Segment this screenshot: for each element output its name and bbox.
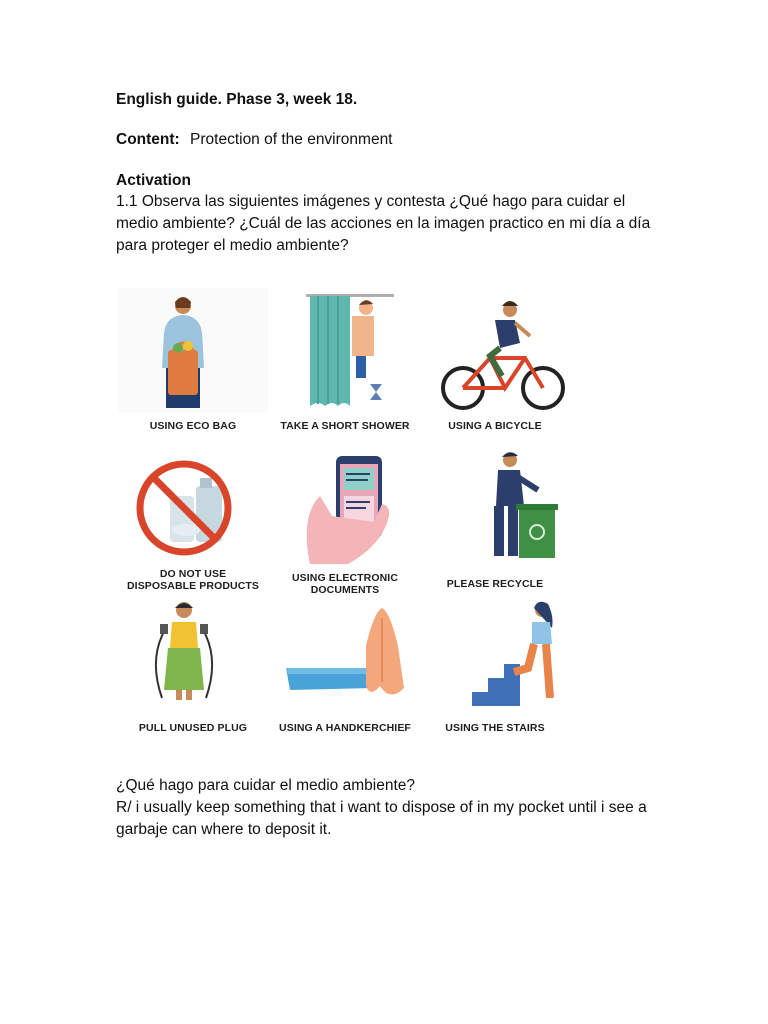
caption-line-1: USING ELECTRONIC xyxy=(291,572,399,584)
caption: PULL UNUSED PLUG xyxy=(138,722,248,734)
doc-title: English guide. Phase 3, week 18. xyxy=(116,91,358,108)
caption-line-2: DOCUMENTS xyxy=(310,584,380,596)
caption: USING A HANDKERCHIEF xyxy=(279,722,411,734)
caption-line-1: DO NOT USE xyxy=(159,568,227,580)
caption: TAKE A SHORT SHOWER xyxy=(280,420,410,432)
no-disposable-icon xyxy=(118,446,268,566)
recycle-bin-icon xyxy=(420,446,570,566)
unplug-icon xyxy=(118,598,268,706)
phone-document-icon xyxy=(270,446,420,566)
eco-bag-icon xyxy=(118,288,268,413)
question-intro: 1.1 Observa las siguientes imágenes y contesta ¿Qué hago para cuidar el medio ambiente? ¿Cuál de las acciones en la imagen practico en mi día a día para proteger el medio ambiente? xyxy=(116,193,651,254)
activation-heading: Activation xyxy=(116,172,191,189)
caption-line-2: DISPOSABLE PRODUCTS xyxy=(127,580,259,592)
illustration-panel xyxy=(118,288,572,740)
caption: PLEASE RECYCLE xyxy=(446,578,544,590)
content-line xyxy=(116,129,393,151)
answer-response: R/ i usually keep something that i want to dispose of in my pocket until i see a garbaje can where to deposit it. xyxy=(116,799,647,838)
stairs-icon xyxy=(420,598,570,706)
content-value: Protection of the environment xyxy=(190,131,393,148)
answer-question: ¿Qué hago para cuidar el medio ambiente? xyxy=(116,777,415,794)
caption: USING THE STAIRS xyxy=(445,722,545,734)
caption: USING A BICYCLE xyxy=(448,420,542,432)
shower-icon xyxy=(270,288,420,413)
caption: USING ECO BAG xyxy=(149,420,237,432)
content-label: Content: xyxy=(116,131,180,148)
bicycle-icon xyxy=(420,288,570,413)
handkerchief-icon xyxy=(270,598,420,706)
